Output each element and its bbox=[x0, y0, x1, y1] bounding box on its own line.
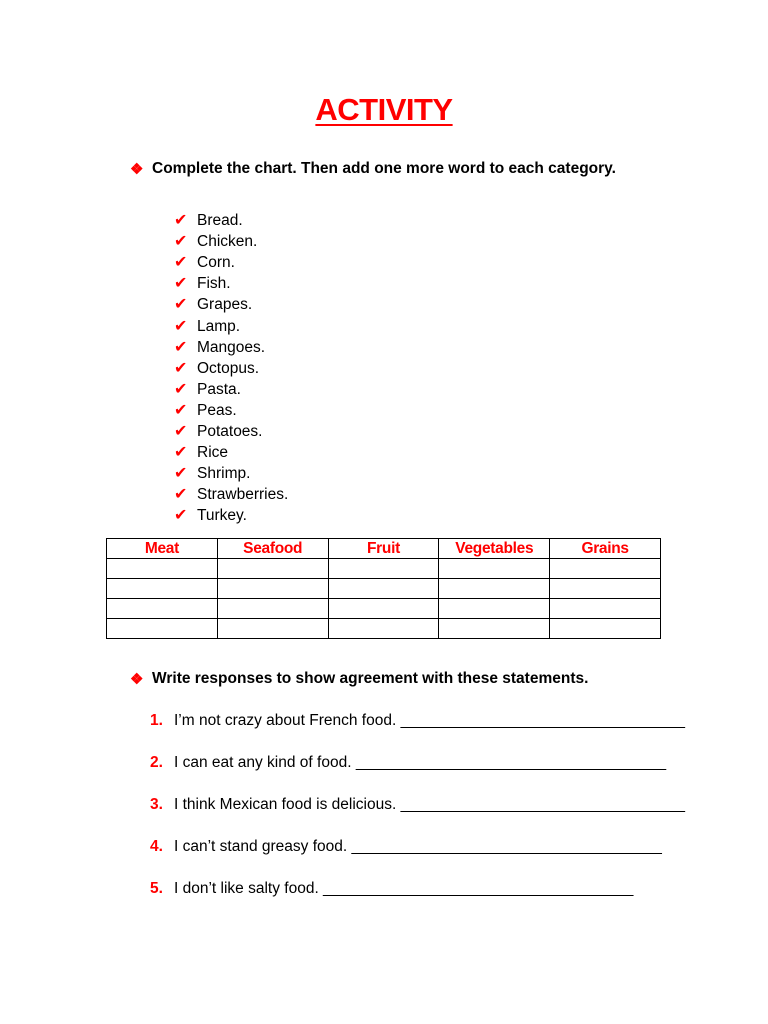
list-item bbox=[174, 273, 288, 294]
instruction-agreement bbox=[130, 670, 588, 688]
blank-cell[interactable] bbox=[550, 599, 661, 619]
word-label: Turkey. bbox=[197, 507, 247, 525]
statement-text: I’m not crazy about French food. _________________________________ bbox=[174, 712, 686, 729]
word-label: Strawberries. bbox=[197, 486, 289, 504]
table-row bbox=[107, 579, 661, 599]
list-item bbox=[174, 379, 288, 400]
checkmark-icon: ✔ bbox=[174, 486, 188, 504]
blank-cell[interactable] bbox=[550, 559, 661, 579]
word-label: Lamp. bbox=[197, 317, 241, 335]
statement-number: 3. bbox=[150, 796, 163, 813]
list-item bbox=[174, 231, 288, 252]
diamond-bullet-icon: ❖ bbox=[130, 161, 144, 178]
checkmark-icon: ✔ bbox=[174, 507, 188, 525]
word-label: Corn. bbox=[197, 254, 235, 272]
blank-cell[interactable] bbox=[550, 579, 661, 599]
instruction-text: Complete the chart. Then add one more word to each category. bbox=[152, 160, 616, 177]
list-item bbox=[174, 505, 288, 526]
list-item bbox=[174, 315, 288, 336]
statement-list bbox=[150, 708, 685, 918]
blank-cell[interactable] bbox=[439, 619, 550, 639]
checkmark-icon: ✔ bbox=[174, 422, 188, 440]
blank-cell[interactable] bbox=[107, 599, 218, 619]
word-label: Mangoes. bbox=[197, 338, 266, 356]
list-item bbox=[174, 463, 288, 484]
column-header: Grains bbox=[550, 539, 661, 559]
checkmark-icon: ✔ bbox=[174, 444, 188, 462]
checkmark-icon: ✔ bbox=[174, 317, 188, 335]
blank-cell[interactable] bbox=[328, 559, 439, 579]
checkmark-icon: ✔ bbox=[174, 275, 188, 293]
statement-item bbox=[150, 708, 685, 750]
statement-text: I can eat any kind of food. ____________________________________ bbox=[174, 754, 667, 771]
word-label: Grapes. bbox=[197, 296, 253, 314]
checkmark-icon: ✔ bbox=[174, 296, 188, 314]
statement-text: I think Mexican food is delicious. _________________________________ bbox=[174, 796, 686, 813]
instruction-text: Write responses to show agreement with these statements. bbox=[152, 670, 589, 687]
checkmark-icon: ✔ bbox=[174, 465, 188, 483]
list-item bbox=[174, 252, 288, 273]
blank-cell[interactable] bbox=[217, 579, 328, 599]
blank-cell[interactable] bbox=[107, 559, 218, 579]
blank-cell[interactable] bbox=[439, 559, 550, 579]
checkmark-icon: ✔ bbox=[174, 338, 188, 356]
blank-cell[interactable] bbox=[217, 599, 328, 619]
blank-cell[interactable] bbox=[550, 619, 661, 639]
word-list bbox=[174, 210, 288, 526]
column-header: Vegetables bbox=[439, 539, 550, 559]
column-header: Meat bbox=[107, 539, 218, 559]
blank-cell[interactable] bbox=[439, 579, 550, 599]
statement-number: 1. bbox=[150, 712, 163, 729]
statement-item bbox=[150, 750, 685, 792]
instruction-complete-chart bbox=[130, 160, 616, 178]
word-label: Peas. bbox=[197, 401, 237, 419]
word-label: Potatoes. bbox=[197, 422, 263, 440]
word-label: Pasta. bbox=[197, 380, 241, 398]
statement-item bbox=[150, 834, 685, 876]
statement-number: 4. bbox=[150, 838, 163, 855]
list-item bbox=[174, 358, 288, 379]
statement-number: 5. bbox=[150, 880, 163, 897]
word-label: Chicken. bbox=[197, 233, 258, 251]
column-header: Fruit bbox=[328, 539, 439, 559]
word-label: Fish. bbox=[197, 275, 231, 293]
statement-number: 2. bbox=[150, 754, 163, 771]
list-item bbox=[174, 400, 288, 421]
checkmark-icon: ✔ bbox=[174, 233, 188, 251]
table-row bbox=[107, 559, 661, 579]
blank-cell[interactable] bbox=[107, 579, 218, 599]
blank-cell[interactable] bbox=[217, 619, 328, 639]
checkmark-icon: ✔ bbox=[174, 254, 188, 272]
statement-item bbox=[150, 876, 685, 918]
list-item bbox=[174, 337, 288, 358]
statement-text: I don’t like salty food. ____________________________________ bbox=[174, 880, 634, 897]
list-item bbox=[174, 484, 288, 505]
blank-cell[interactable] bbox=[328, 579, 439, 599]
page-title: ACTIVITY bbox=[315, 92, 453, 127]
checkmark-icon: ✔ bbox=[174, 359, 188, 377]
checkmark-icon: ✔ bbox=[174, 401, 188, 419]
table-row bbox=[107, 619, 661, 639]
statement-item bbox=[150, 792, 685, 834]
list-item bbox=[174, 294, 288, 315]
word-label: Shrimp. bbox=[197, 465, 251, 483]
blank-cell[interactable] bbox=[328, 619, 439, 639]
table-row bbox=[107, 599, 661, 619]
list-item bbox=[174, 442, 288, 463]
checkmark-icon: ✔ bbox=[174, 380, 188, 398]
column-header: Seafood bbox=[217, 539, 328, 559]
list-item bbox=[174, 210, 288, 231]
word-label: Rice bbox=[197, 444, 229, 462]
blank-cell[interactable] bbox=[217, 559, 328, 579]
word-label: Bread. bbox=[197, 212, 243, 230]
checkmark-icon: ✔ bbox=[174, 212, 188, 230]
diamond-bullet-icon: ❖ bbox=[130, 671, 144, 688]
list-item bbox=[174, 421, 288, 442]
word-label: Octopus. bbox=[197, 359, 260, 377]
statement-text: I can’t stand greasy food. ____________________________________ bbox=[174, 838, 662, 855]
blank-cell[interactable] bbox=[107, 619, 218, 639]
blank-cell[interactable] bbox=[328, 599, 439, 619]
category-chart bbox=[106, 538, 661, 639]
blank-cell[interactable] bbox=[439, 599, 550, 619]
